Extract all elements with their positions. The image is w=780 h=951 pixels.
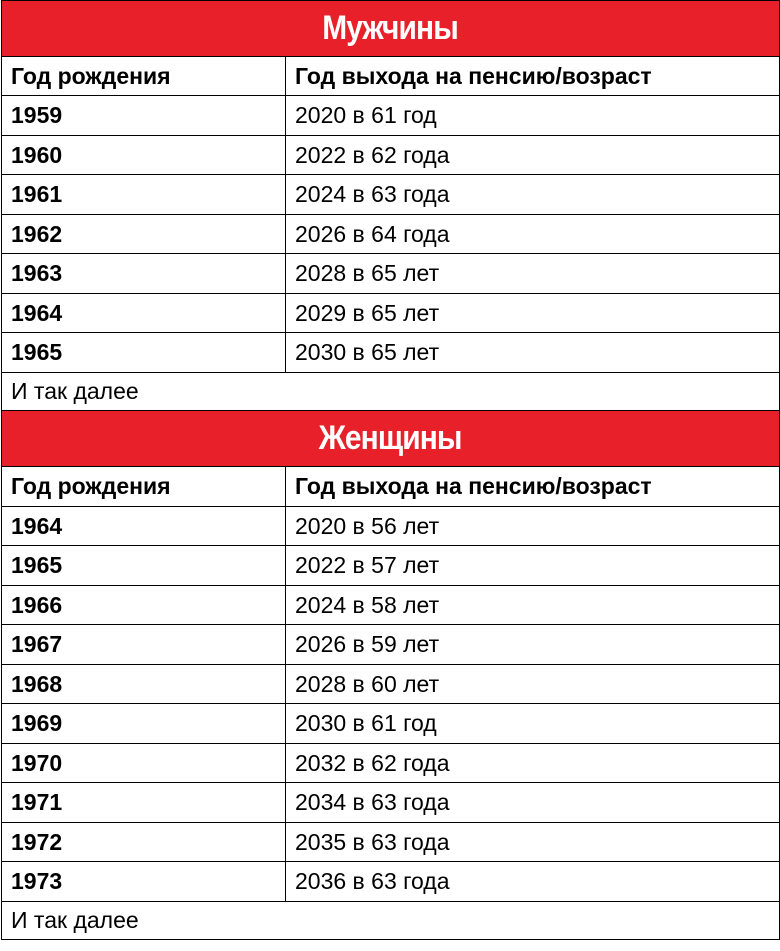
birth-year-cell: 1973 [2, 862, 286, 902]
men-retirement-table [1, 0, 780, 411]
women-header-row [2, 467, 780, 507]
table-row [2, 823, 780, 862]
women-note-row [2, 902, 780, 940]
retirement-cell: 2034 в 63 года [286, 783, 780, 823]
birth-year-cell: 1963 [2, 254, 286, 294]
retirement-cell: 2020 в 56 лет [286, 507, 780, 546]
table-row [2, 665, 780, 704]
men-note: И так далее [2, 373, 780, 411]
women-title-row [2, 411, 780, 467]
table-row [2, 136, 780, 175]
retirement-cell: 2032 в 62 года [286, 744, 780, 783]
birth-year-cell: 1961 [2, 175, 286, 215]
retirement-cell: 2022 в 57 лет [286, 546, 780, 586]
table-row [2, 294, 780, 333]
table-row [2, 215, 780, 254]
birth-year-cell: 1967 [2, 625, 286, 665]
retirement-cell: 2029 в 65 лет [286, 294, 780, 333]
birth-year-cell: 1965 [2, 546, 286, 586]
retirement-cell: 2030 в 65 лет [286, 333, 780, 373]
table-row [2, 254, 780, 294]
retirement-cell: 2026 в 59 лет [286, 625, 780, 665]
birth-year-cell: 1960 [2, 136, 286, 175]
women-section-title-text: Женщины [319, 419, 462, 457]
women-header-retirement: Год выхода на пенсию/возраст [286, 467, 780, 507]
women-header-birth-year: Год рождения [2, 467, 286, 507]
table-row [2, 507, 780, 546]
table-row [2, 744, 780, 783]
birth-year-cell: 1971 [2, 783, 286, 823]
table-row [2, 333, 780, 373]
men-header-retirement: Год выхода на пенсию/возраст [286, 57, 780, 96]
table-row [2, 783, 780, 823]
birth-year-cell: 1970 [2, 744, 286, 783]
retirement-cell: 2024 в 58 лет [286, 586, 780, 625]
table-row [2, 625, 780, 665]
birth-year-cell: 1962 [2, 215, 286, 254]
table-row [2, 96, 780, 136]
retirement-cell: 2020 в 61 год [286, 96, 780, 136]
birth-year-cell: 1964 [2, 294, 286, 333]
retirement-cell: 2036 в 63 года [286, 862, 780, 902]
birth-year-cell: 1964 [2, 507, 286, 546]
table-row [2, 175, 780, 215]
table-row [2, 862, 780, 902]
birth-year-cell: 1966 [2, 586, 286, 625]
men-section-title-text: Мужчины [322, 9, 459, 47]
retirement-cell: 2026 в 64 года [286, 215, 780, 254]
birth-year-cell: 1969 [2, 704, 286, 744]
retirement-cell: 2035 в 63 года [286, 823, 780, 862]
birth-year-cell: 1965 [2, 333, 286, 373]
women-section-title [2, 411, 780, 467]
men-title-row [2, 1, 780, 57]
birth-year-cell: 1959 [2, 96, 286, 136]
table-row [2, 546, 780, 586]
women-note: И так далее [2, 902, 780, 940]
men-header-row [2, 57, 780, 96]
retirement-cell: 2028 в 65 лет [286, 254, 780, 294]
birth-year-cell: 1972 [2, 823, 286, 862]
table-row [2, 586, 780, 625]
retirement-cell: 2028 в 60 лет [286, 665, 780, 704]
birth-year-cell: 1968 [2, 665, 286, 704]
men-header-birth-year: Год рождения [2, 57, 286, 96]
men-section-title [2, 1, 780, 57]
women-retirement-table [1, 410, 780, 940]
table-row [2, 704, 780, 744]
retirement-cell: 2022 в 62 года [286, 136, 780, 175]
retirement-cell: 2024 в 63 года [286, 175, 780, 215]
retirement-cell: 2030 в 61 год [286, 704, 780, 744]
men-note-row [2, 373, 780, 411]
